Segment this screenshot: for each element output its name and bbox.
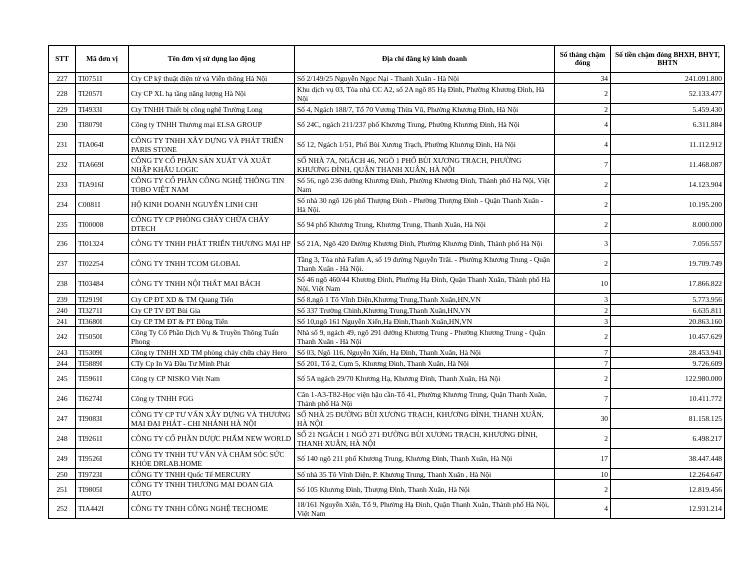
cell-months: 2 (555, 175, 611, 195)
header-amount: Số tiền chậm đóng BHXH, BHYT, BHTN (611, 46, 725, 73)
table-row (49, 254, 725, 274)
cell-code: TI5889I (76, 358, 129, 369)
cell-months: 2 (555, 84, 611, 104)
table-row (49, 316, 725, 327)
cell-amount: 6.635.811 (611, 305, 725, 316)
cell-stt: 249 (49, 449, 76, 469)
cell-months: 7 (555, 358, 611, 369)
cell-address: SỐ 21 NGÁCH 1 NGÕ 271 ĐƯỜNG BÙI XƯƠNG TRẠCH, KHƯƠNG ĐÌNH, THANH XUÂN, HÀ NỘI (295, 429, 555, 449)
cell-months: 7 (555, 389, 611, 409)
cell-months: 2 (555, 254, 611, 274)
cell-name: CÔNG TY TNHH THƯƠNG MẠI ĐOAN GIA AUTO (129, 480, 295, 499)
cell-address: Căn 1-A3-T82-Học viện hậu cần-Tổ 41, Phường Khương Trung, Quận Thanh Xuân, Thành phố Hà Nội (295, 389, 555, 409)
cell-name: Cty CP ĐT XD & TM Quang Tiến (129, 294, 295, 305)
cell-name: Công ty CP NISKO Việt Nam (129, 369, 295, 389)
cell-amount: 38.447.448 (611, 449, 725, 469)
cell-amount: 17.866.822 (611, 274, 725, 294)
header-code: Mã đơn vị (76, 46, 129, 73)
cell-name: CÔNG TY TNHH Quốc Tế MERCURY (129, 469, 295, 480)
cell-code: TIA669I (76, 155, 129, 175)
cell-name: CTy Cp In Và Đầu Tư Minh Phát (129, 358, 295, 369)
table-row (49, 104, 725, 115)
cell-address: Số nhà 35 Tô Vĩnh Diện, P. Khương Trung, Thanh Xuân , Hà Nội (295, 469, 555, 480)
cell-code: TI5309I (76, 347, 129, 358)
cell-months: 2 (555, 429, 611, 449)
cell-stt: 229 (49, 104, 76, 115)
cell-amount: 19.709.749 (611, 254, 725, 274)
cell-amount: 8.000.000 (611, 215, 725, 234)
cell-stt: 227 (49, 73, 76, 84)
cell-address: Số 21A, Ngõ 420 Đường Khương Đình, Phường Khương Đình, Thành phố Hà Nội (295, 234, 555, 254)
cell-name: HỘ KINH DOANH NGUYỄN LINH CHI (129, 195, 295, 215)
cell-name: CÔNG TY TNHH CÔNG NGHỆ TECHOME (129, 499, 295, 519)
table-row (49, 429, 725, 449)
cell-name: Công ty TNHH FGG (129, 389, 295, 409)
cell-address: Số 201, Tổ 2, Cụm 5, Khương Đình, Thanh Xuân, Hà Nội (295, 358, 555, 369)
cell-months: 30 (555, 409, 611, 429)
cell-amount: 9.726.609 (611, 358, 725, 369)
cell-stt: 230 (49, 115, 76, 135)
cell-code: TI9723I (76, 469, 129, 480)
cell-stt: 244 (49, 358, 76, 369)
cell-amount: 5.773.956 (611, 294, 725, 305)
cell-code: TI01324 (76, 234, 129, 254)
cell-address: Khu dịch vụ 03, Tòa nhà CC A2, số 2A ngõ 85 Hạ Đình, Phường Khương Đình, Hà Nội (295, 84, 555, 104)
cell-months: 2 (555, 480, 611, 499)
cell-code: TIA916I (76, 175, 129, 195)
cell-stt: 251 (49, 480, 76, 499)
table-row (49, 294, 725, 305)
cell-code: TIA442I (76, 499, 129, 519)
cell-address: Số 12, Ngách 1/51, Phố Bùi Xương Trạch, Phường Khương Đình, Hà Nội (295, 135, 555, 155)
cell-stt: 252 (49, 499, 76, 519)
table-row (49, 115, 725, 135)
cell-code: TI9261I (76, 429, 129, 449)
cell-stt: 237 (49, 254, 76, 274)
cell-amount: 12.264.647 (611, 469, 725, 480)
cell-address: Số 105 Khương Đình, Thượng Đình, Thanh Xuân, Hà Nội (295, 480, 555, 499)
cell-code: TI9083I (76, 409, 129, 429)
table-row (49, 358, 725, 369)
cell-months: 2 (555, 327, 611, 347)
cell-name: CÔNG TY TNHH NỘI THẤT MAI BÁCH (129, 274, 295, 294)
table-row (49, 234, 725, 254)
cell-name: Cty CP kỹ thuật điện tử và Viễn thông Hà Nội (129, 73, 295, 84)
cell-months: 2 (555, 195, 611, 215)
table-body (49, 73, 725, 519)
cell-stt: 245 (49, 369, 76, 389)
cell-address: Số 03, Ngõ 116, Nguyễn Xiển, Hạ Đình, Thanh Xuân, Hà Nội (295, 347, 555, 358)
cell-code: TI03484 (76, 274, 129, 294)
cell-amount: 11.468.087 (611, 155, 725, 175)
cell-code: TI6274I (76, 389, 129, 409)
cell-code: TI8079I (76, 115, 129, 135)
cell-name: CÔNG TY CỔ PHẦN SẢN XUẤT VÀ XUẤT NHẬP KHẨU LOGIC (129, 155, 295, 175)
cell-address: Số 2/149/25 Nguyễn Ngọc Nại - Thanh Xuân - Hà Nội (295, 73, 555, 84)
cell-months: 10 (555, 274, 611, 294)
cell-stt: 232 (49, 155, 76, 175)
cell-name: Công ty TNHH Thương mại ELSA GROUP (129, 115, 295, 135)
cell-amount: 6.498.217 (611, 429, 725, 449)
cell-stt: 240 (49, 305, 76, 316)
cell-name: CÔNG TY CP PHÒNG CHÁY CHỮA CHÁY DTECH (129, 215, 295, 234)
table-row (49, 135, 725, 155)
cell-code: C0081I (76, 195, 129, 215)
table-row (49, 84, 725, 104)
cell-name: Cty CP TM ĐT & PT Đồng Tiến (129, 316, 295, 327)
cell-stt: 233 (49, 175, 76, 195)
cell-address: 18/161 Nguyễn Xiển, Tổ 9, Phường Hạ Đình, Quận Thanh Xuân, Thành phố Hà Nội, Việt Nam (295, 499, 555, 519)
cell-amount: 12.931.214 (611, 499, 725, 519)
cell-amount: 10.457.629 (611, 327, 725, 347)
table-row (49, 274, 725, 294)
cell-name: Cty TNHH Thiết bị công nghệ Trường Long (129, 104, 295, 115)
cell-amount: 6.311.884 (611, 115, 725, 135)
cell-months: 34 (555, 73, 611, 84)
cell-name: Công ty TNHH XD TM phòng cháy chữa cháy Hero (129, 347, 295, 358)
cell-name: CÔNG TY TNHH PHÁT TRIỂN THƯƠNG MẠI HP (129, 234, 295, 254)
cell-stt: 235 (49, 215, 76, 234)
cell-code: TI0751I (76, 73, 129, 84)
cell-address: Số nhà 30 ngõ 126 phố Thượng Đình - Phường Thượng Đình - Quận Thanh Xuân - Hà Nội. (295, 195, 555, 215)
cell-code: TI00008 (76, 215, 129, 234)
table-row (49, 480, 725, 499)
cell-address: SỐ NHÀ 25 ĐƯỜNG BÙI XƯƠNG TRẠCH, KHƯƠNG ĐÌNH, THANH XUÂN, HÀ NỘI (295, 409, 555, 429)
cell-name: Công Ty Cổ Phần Dịch Vụ & Truyền Thông Tuấn Phong (129, 327, 295, 347)
cell-amount: 241.091.800 (611, 73, 725, 84)
cell-code: TIA064I (76, 135, 129, 155)
header-address: Địa chỉ đăng ký kinh doanh (295, 46, 555, 73)
cell-months: 2 (555, 305, 611, 316)
cell-code: TI3680I (76, 316, 129, 327)
cell-address: Số 10,ngõ 161 Nguyễn Xiển,Hạ Đình,Thanh Xuân,HN,VN (295, 316, 555, 327)
cell-months: 4 (555, 135, 611, 155)
cell-address: Số 337 Trường Chinh,Khương Trung,Thanh Xuân,HN,VN (295, 305, 555, 316)
cell-code: TI5961I (76, 369, 129, 389)
cell-name: CÔNG TY TNHH XÂY DỰNG VÀ PHÁT TRIỂN PARIS STONE (129, 135, 295, 155)
cell-address: Số 4, Ngách 188/7, Tổ 70 Vương Thừa Vũ, Phường Khương Đình, Hà Nội (295, 104, 555, 115)
cell-amount: 10.195.200 (611, 195, 725, 215)
table-header-row (49, 46, 725, 73)
table-row (49, 215, 725, 234)
cell-name: CÔNG TY TNHH TCOM GLOBAL (129, 254, 295, 274)
cell-months: 2 (555, 215, 611, 234)
table-row (49, 175, 725, 195)
cell-stt: 246 (49, 389, 76, 409)
cell-stt: 228 (49, 84, 76, 104)
cell-code: TI5050I (76, 327, 129, 347)
table-row (49, 389, 725, 409)
cell-amount: 11.112.912 (611, 135, 725, 155)
table-row (49, 327, 725, 347)
cell-amount: 122.980.000 (611, 369, 725, 389)
cell-months: 4 (555, 115, 611, 135)
cell-address: Số 94 phố Khương Trung, Khương Trung, Thanh Xuân, Hà Nội (295, 215, 555, 234)
cell-address: Tầng 3, Tòa nhà Fafim A, số 19 đường Nguyễn Trãi. - Phường Khương Trung - Quận Thanh Xuân - Hà Nội. (295, 254, 555, 274)
cell-months: 2 (555, 104, 611, 115)
cell-stt: 247 (49, 409, 76, 429)
cell-code: TI9805I (76, 480, 129, 499)
cell-address: Nhà số 9, ngách 49, ngõ 291 đường Khương Trung - Phường Khương Trung - Quận Thanh Xuân - Hà Nội (295, 327, 555, 347)
table-row (49, 195, 725, 215)
cell-stt: 236 (49, 234, 76, 254)
cell-stt: 239 (49, 294, 76, 305)
cell-amount: 28.453.941 (611, 347, 725, 358)
cell-months: 3 (555, 294, 611, 305)
cell-name: CÔNG TY CỔ PHẦN CÔNG NGHỆ THÔNG TIN TOBO VIỆT NAM (129, 175, 295, 195)
table-row (49, 449, 725, 469)
cell-amount: 5.459.430 (611, 104, 725, 115)
cell-address: SỐ NHÀ 7A, NGÁCH 46, NGÕ 1 PHỐ BÙI XƯƠNG TRẠCH, PHƯỜNG KHƯƠNG ĐÌNH, QUẬN THANH XUÂN, HÀ NỘI (295, 155, 555, 175)
header-name: Tên đơn vị sử dụng lao động (129, 46, 295, 73)
cell-code: TI2919I (76, 294, 129, 305)
table-row (49, 369, 725, 389)
cell-name: Cty CP XL hạ tầng năng lượng Hà Nội (129, 84, 295, 104)
cell-stt: 248 (49, 429, 76, 449)
cell-code: TI4933I (76, 104, 129, 115)
cell-stt: 250 (49, 469, 76, 480)
cell-address: Số 56, ngõ 236 đường Khương Đình, Phường Khương Đình, Thành phố Hà Nội, Việt Nam (295, 175, 555, 195)
cell-amount: 52.133.477 (611, 84, 725, 104)
table-row (49, 155, 725, 175)
debt-table (48, 45, 725, 519)
cell-months: 3 (555, 234, 611, 254)
cell-amount: 20.863.160 (611, 316, 725, 327)
cell-code: TI3271I (76, 305, 129, 316)
table-row (49, 499, 725, 519)
cell-amount: 81.158.125 (611, 409, 725, 429)
cell-address: Số 8,ngõ 1 Tô Vĩnh Diện,Khương Trung,Thanh Xuân,HN,VN (295, 294, 555, 305)
cell-name: CÔNG TY TNHH TƯ VẤN VÀ CHĂM SÓC SỨC KHỎE DRLAB.HOME (129, 449, 295, 469)
cell-address: Số 140 ngõ 211 phố Khương Trung, Khương Đình, Thanh Xuân, Hà Nội (295, 449, 555, 469)
cell-months: 17 (555, 449, 611, 469)
cell-months: 3 (555, 316, 611, 327)
cell-months: 4 (555, 499, 611, 519)
cell-amount: 10.411.772 (611, 389, 725, 409)
header-months: Số tháng chậm đóng (555, 46, 611, 73)
cell-stt: 234 (49, 195, 76, 215)
table-row (49, 305, 725, 316)
cell-months: 10 (555, 469, 611, 480)
cell-stt: 241 (49, 316, 76, 327)
cell-months: 7 (555, 155, 611, 175)
cell-stt: 238 (49, 274, 76, 294)
cell-stt: 243 (49, 347, 76, 358)
cell-amount: 7.056.557 (611, 234, 725, 254)
cell-name: CÔNG TY CỔ PHẦN DƯỢC PHẨM NEW WORLD (129, 429, 295, 449)
cell-address: Số 46 ngõ 460/44 Khương Đình, Phường Hạ Đình, Quận Thanh Xuân, Thành phố Hà Nội, Việt Nam (295, 274, 555, 294)
table-row (49, 347, 725, 358)
table-row (49, 469, 725, 480)
cell-stt: 242 (49, 327, 76, 347)
cell-name: CÔNG TY CP TƯ VẤN XÂY DỰNG VÀ THƯƠNG MẠI ĐẠI PHÁT - CHI NHÁNH HÀ NỘI (129, 409, 295, 429)
cell-amount: 12.819.456 (611, 480, 725, 499)
cell-stt: 231 (49, 135, 76, 155)
cell-code: TI02254 (76, 254, 129, 274)
cell-months: 7 (555, 347, 611, 358)
cell-months: 2 (555, 369, 611, 389)
table-row (49, 409, 725, 429)
cell-name: Cty CP TV ĐT Bùi Gia (129, 305, 295, 316)
header-stt: STT (49, 46, 76, 73)
table-row (49, 73, 725, 84)
cell-amount: 14.123.904 (611, 175, 725, 195)
cell-address: Số 5A ngách 29/70 Khương Hạ, Khương Đình, Thanh Xuân, Hà Nội (295, 369, 555, 389)
cell-code: TI9526I (76, 449, 129, 469)
cell-address: Số 24C, ngách 211/237 phố Khương Trung, Phường Khương Đình, Hà Nội (295, 115, 555, 135)
cell-code: TI2057I (76, 84, 129, 104)
